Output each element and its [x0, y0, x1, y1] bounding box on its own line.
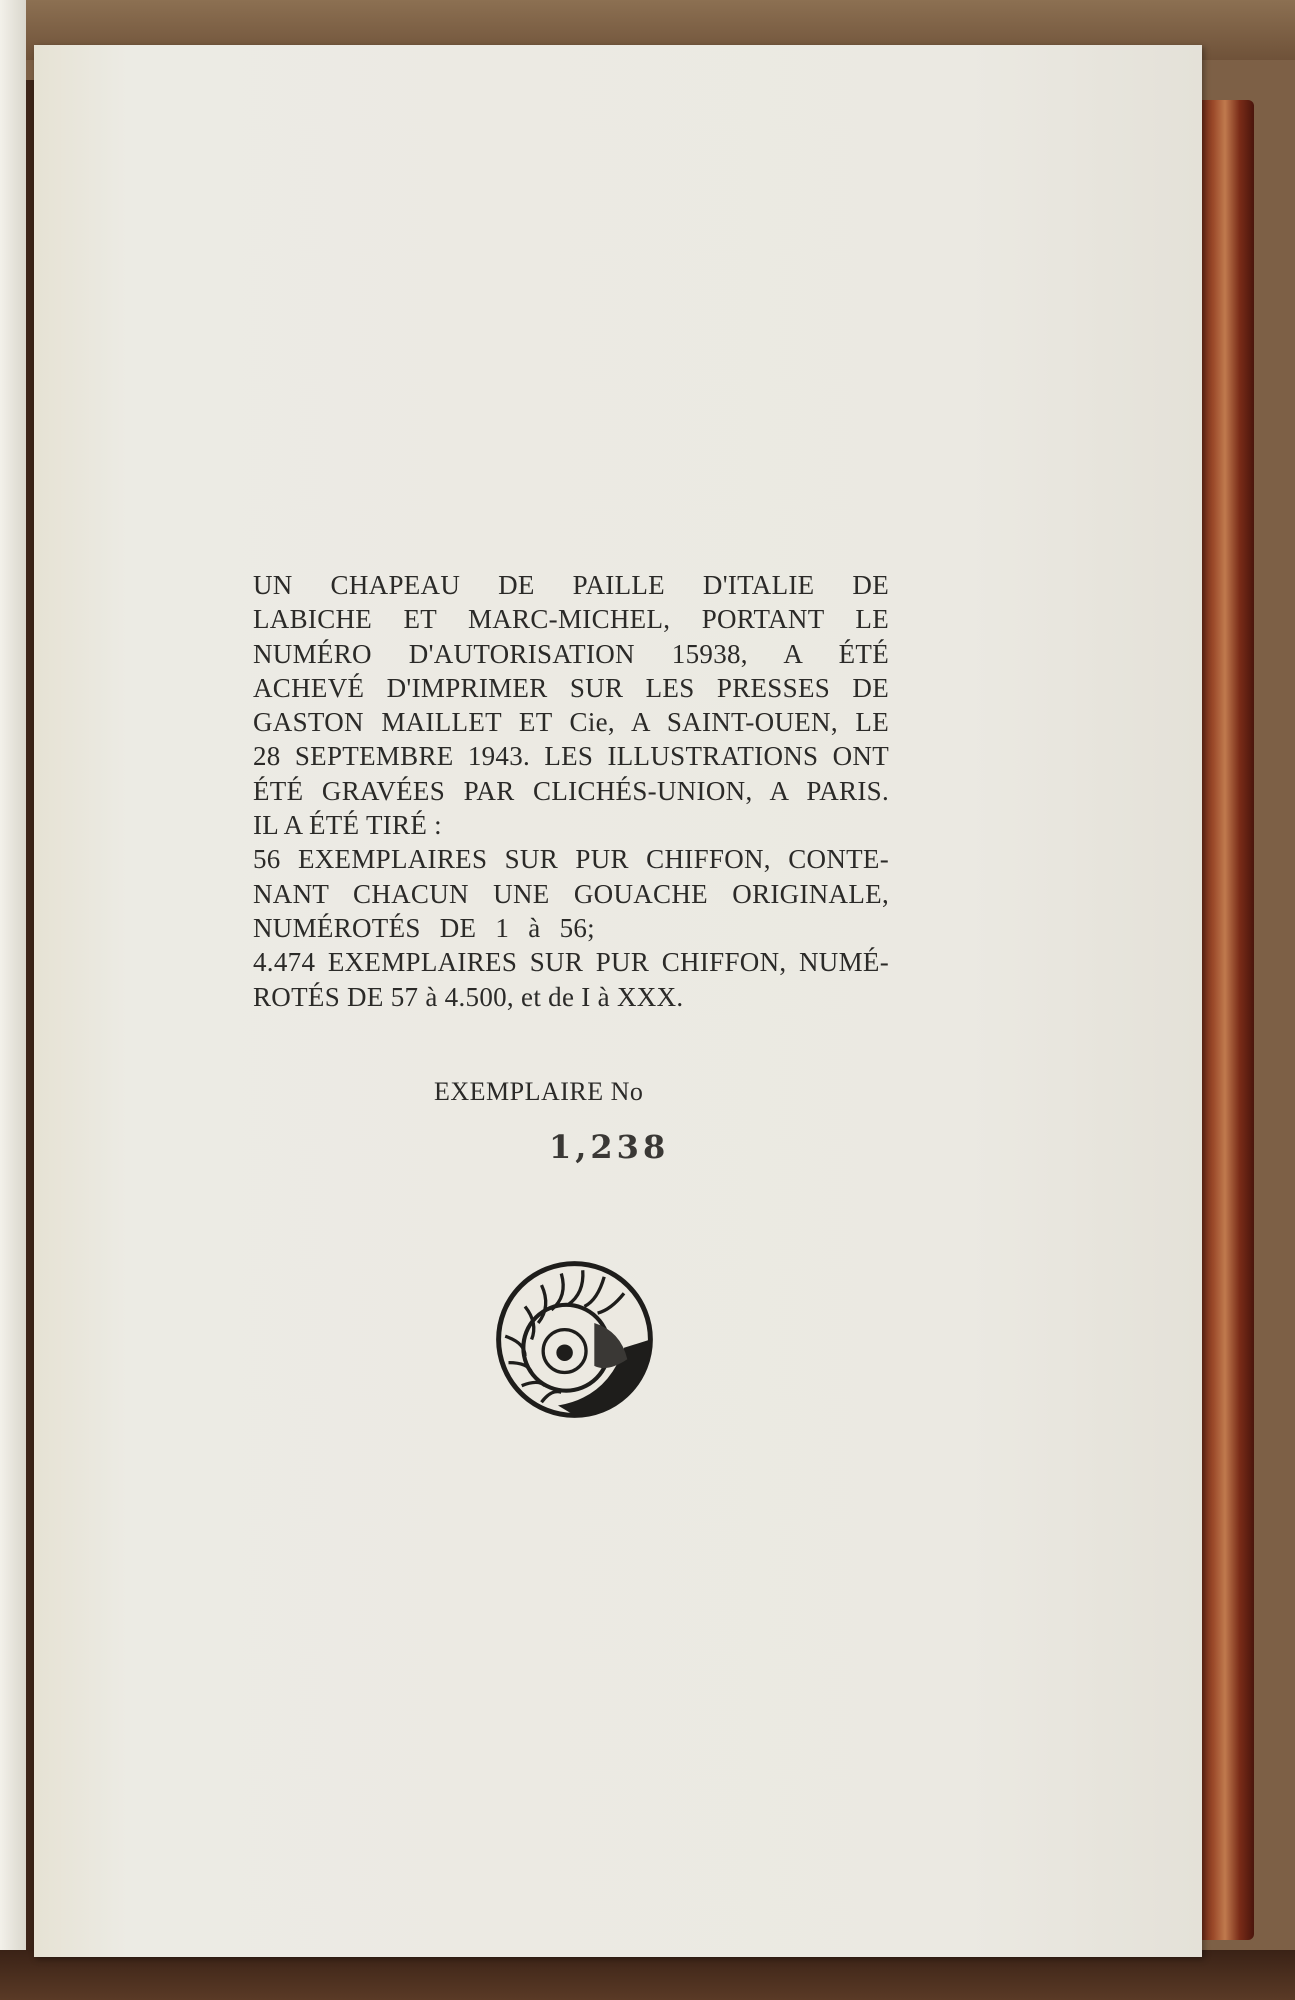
- marbled-cover-edge: [1196, 100, 1254, 1940]
- colophon-line: NUMÉROTÉS DE 1 à 56;: [253, 912, 595, 943]
- left-page-edge: [0, 0, 26, 2000]
- copy-label: EXEMPLAIRE No: [434, 1077, 644, 1106]
- colophon-line: UN CHAPEAU DE PAILLE D'ITALIE DE: [253, 570, 889, 600]
- colophon-line: NANT CHACUN UNE GOUACHE ORIGINALE,: [253, 878, 889, 909]
- colophon-line: 4.474 EXEMPLAIRES SUR PUR CHIFFON, NUMÉ-: [253, 947, 889, 978]
- colophon-line: 56 EXEMPLAIRES SUR PUR CHIFFON, CONTE-: [253, 844, 889, 875]
- colophon-line: IL A ÉTÉ TIRÉ :: [253, 810, 442, 841]
- book-bottom-edge: [0, 1950, 1295, 2000]
- colophon-line: ACHEVÉ D'IMPRIMER SUR LES PRESSES DE: [253, 672, 889, 703]
- colophon-line: NUMÉRO D'AUTORISATION 15938, A ÉTÉ: [253, 638, 889, 669]
- colophon-text: [253, 568, 889, 1014]
- ammonite-shell-emblem-icon: [492, 1257, 657, 1422]
- colophon-line: GASTON MAILLET ET Cie, A SAINT-OUEN, LE: [253, 707, 889, 738]
- colophon-line: ÉTÉ GRAVÉES PAR CLICHÉS-UNION, A PARIS.: [253, 775, 889, 806]
- colophon-line: LABICHE ET MARC-MICHEL, PORTANT LE: [253, 604, 889, 635]
- colophon-line: ROTÉS DE 57 à 4.500, et de I à XXX.: [253, 981, 684, 1012]
- colophon-line: 28 SEPTEMBRE 1943. LES ILLUSTRATIONS ONT: [253, 741, 889, 772]
- copy-number: 1,238: [549, 1128, 670, 1166]
